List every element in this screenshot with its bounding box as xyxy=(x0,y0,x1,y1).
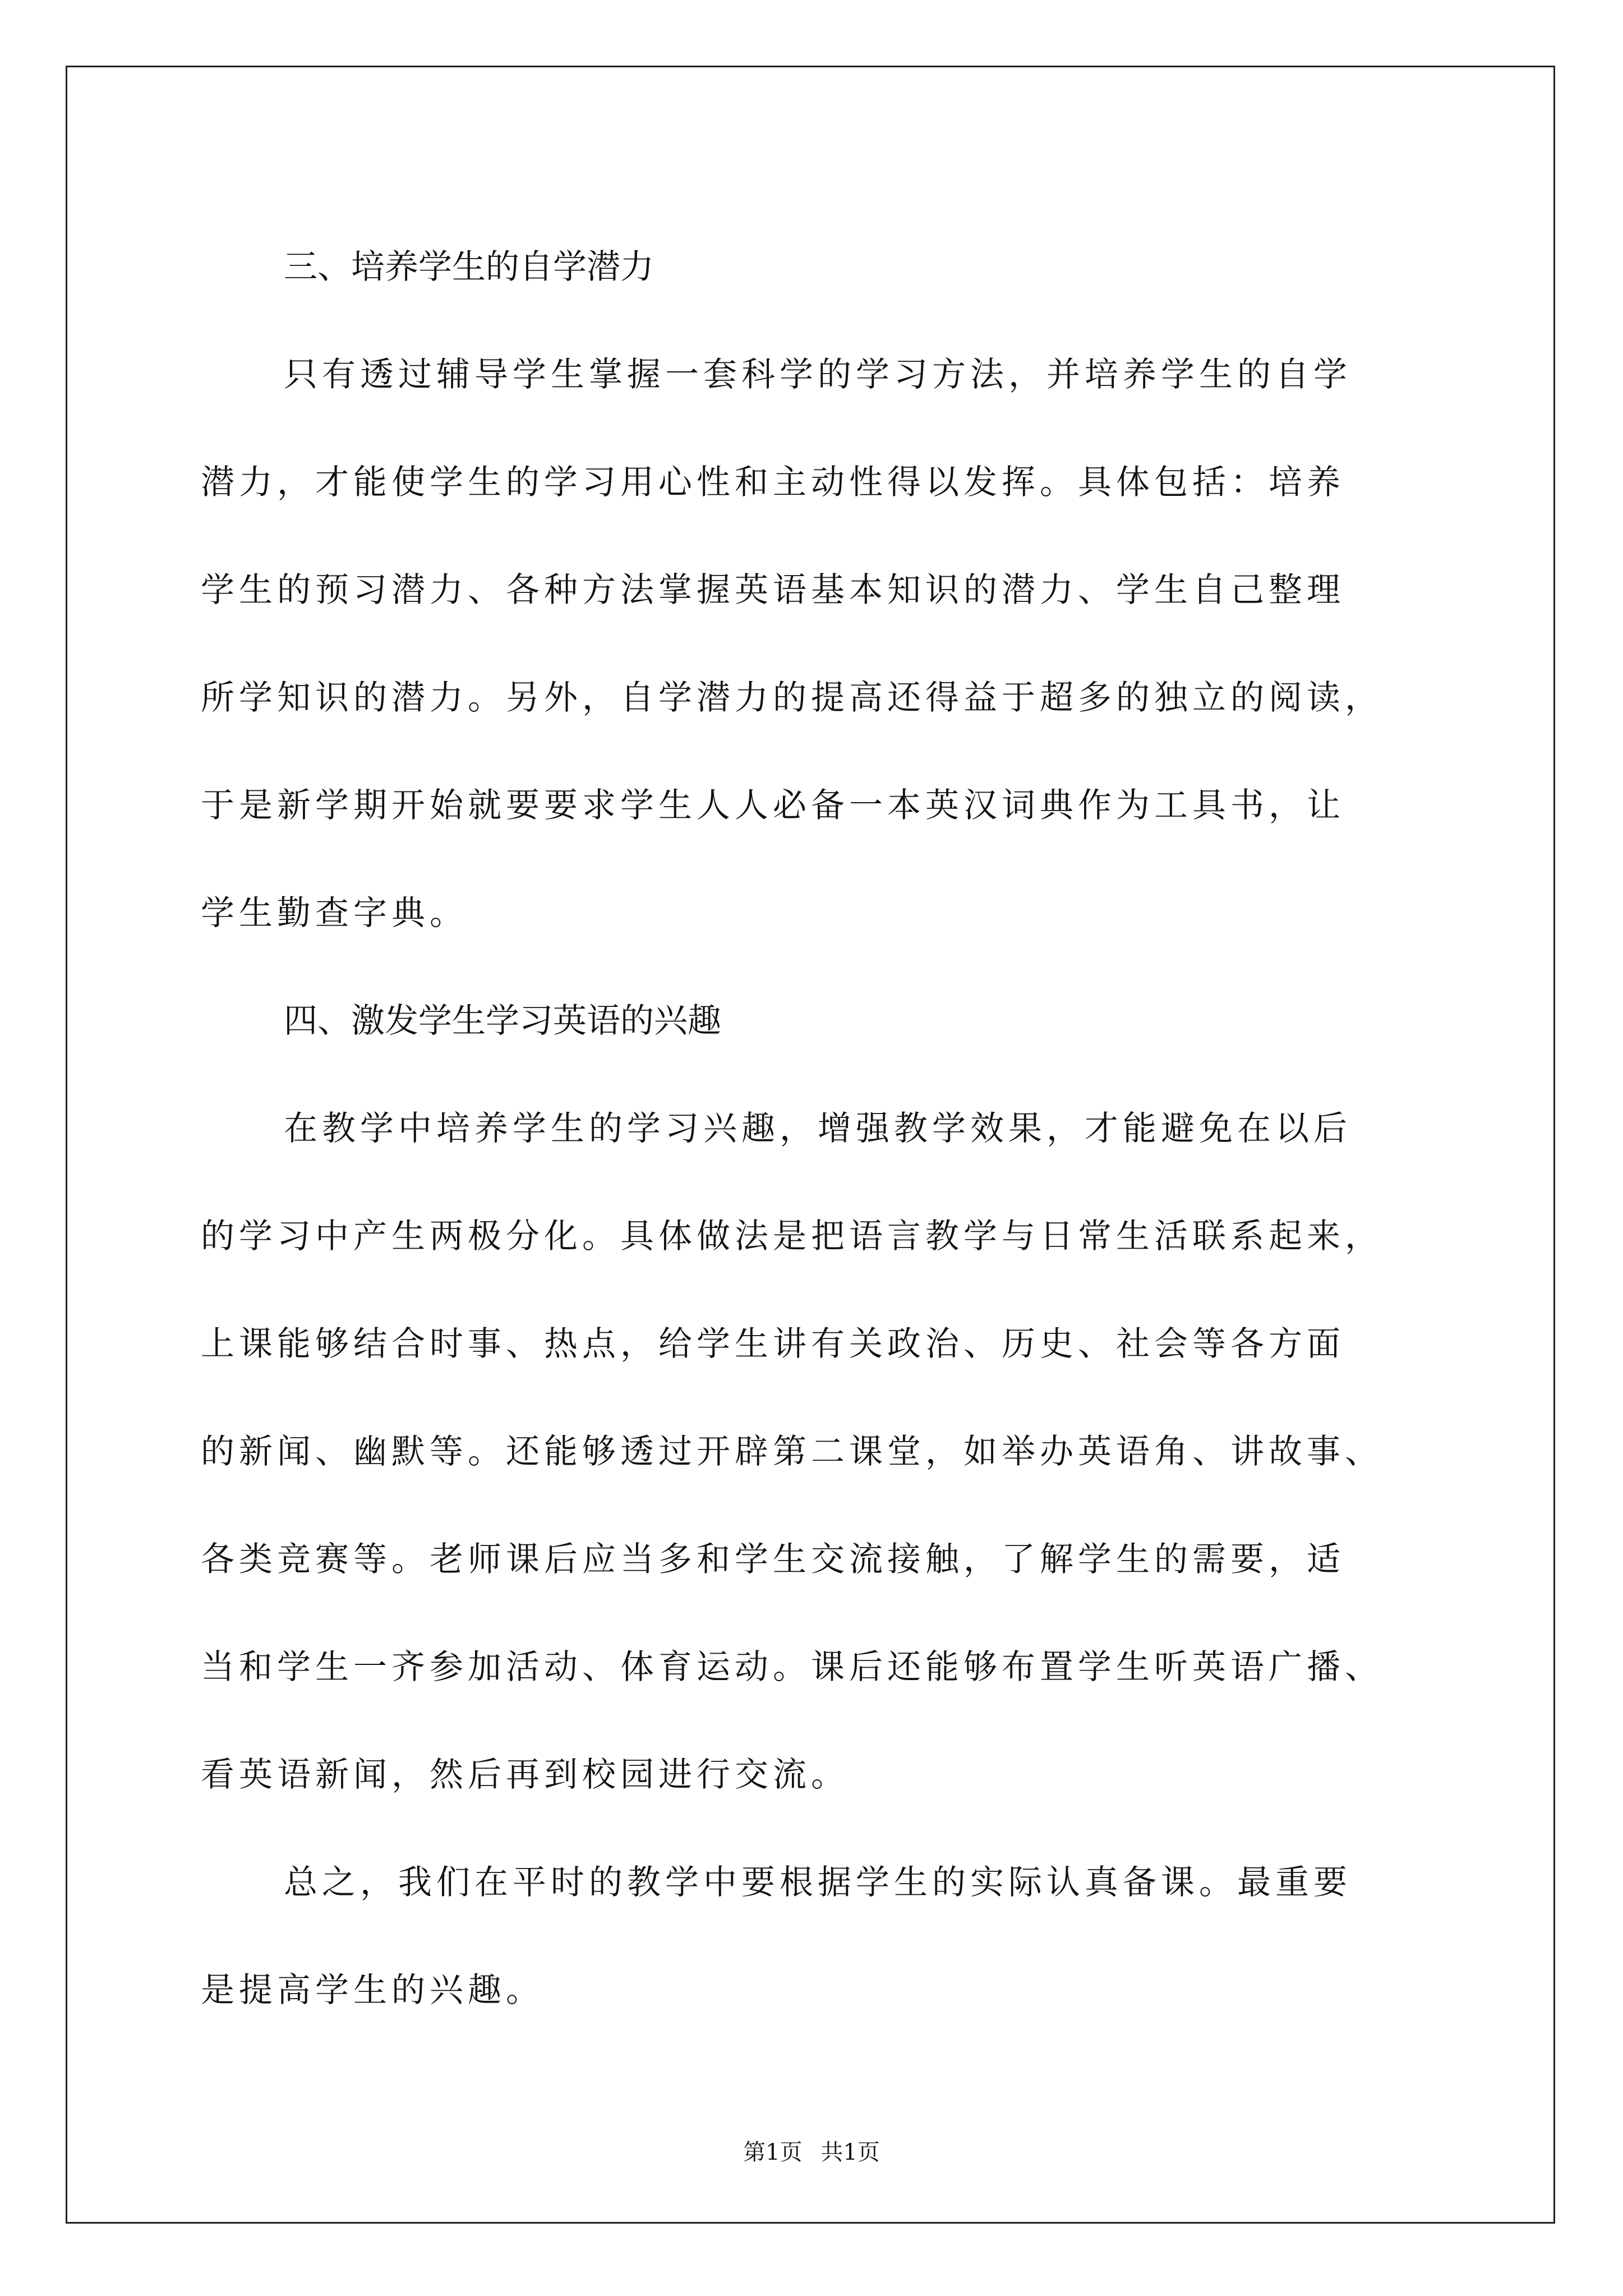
text-line: 上课能够结合时事、热点，给学生讲有关政治、历史、社会等各方面 xyxy=(201,1324,1345,1364)
text-line: 于是新学期开始就要要求学生人人必备一本英汉词典作为工具书，让 xyxy=(201,786,1345,825)
page-total: 共1页 xyxy=(820,2139,880,2165)
text-line: 的新闻、幽默等。还能够透过开辟第二课堂，如举办英语角、讲故事、 xyxy=(201,1432,1383,1471)
document-body xyxy=(201,213,1435,2044)
text-line: 的学习中产生两极分化。具体做法是把语言教学与日常生活联系起来， xyxy=(201,1217,1383,1256)
section-heading: 三、培养学生的自学潜力 xyxy=(284,247,654,287)
section-heading: 四、激发学生学习英语的兴趣 xyxy=(284,1001,721,1041)
text-line: 只有透过辅导学生掌握一套科学的学习方法，并培养学生的自学 xyxy=(284,355,1352,394)
text-line: 潜力，才能使学生的学习用心性和主动性得以发挥。具体包括：培养 xyxy=(201,463,1345,502)
text-line: 在教学中培养学生的学习兴趣，增强教学效果，才能避免在以后 xyxy=(284,1109,1352,1148)
text-line: 是提高学生的兴趣。 xyxy=(201,1971,544,2010)
text-line: 各类竞赛等。老师课后应当多和学生交流接触，了解学生的需要，适 xyxy=(201,1540,1345,1579)
conclusion-paragraph xyxy=(201,1829,1435,2044)
text-line: 学生勤查字典。 xyxy=(201,894,468,933)
paragraph xyxy=(201,321,1435,967)
text-line: 总之，我们在平时的教学中要根据学生的实际认真备课。最重要 xyxy=(284,1863,1352,1902)
page-footer xyxy=(0,2134,1623,2166)
paragraph xyxy=(201,1075,1435,1829)
text-line: 所学知识的潜力。另外，自学潜力的提高还得益于超多的独立的阅读， xyxy=(201,678,1383,717)
text-line: 学生的预习潜力、各种方法掌握英语基本知识的潜力、学生自己整理 xyxy=(201,570,1345,610)
page-number: 第1页 xyxy=(743,2139,803,2165)
text-line: 看英语新闻，然后再到校园进行交流。 xyxy=(201,1755,849,1795)
text-line: 当和学生一齐参加活动、体育运动。课后还能够布置学生听英语广播、 xyxy=(201,1648,1383,1687)
